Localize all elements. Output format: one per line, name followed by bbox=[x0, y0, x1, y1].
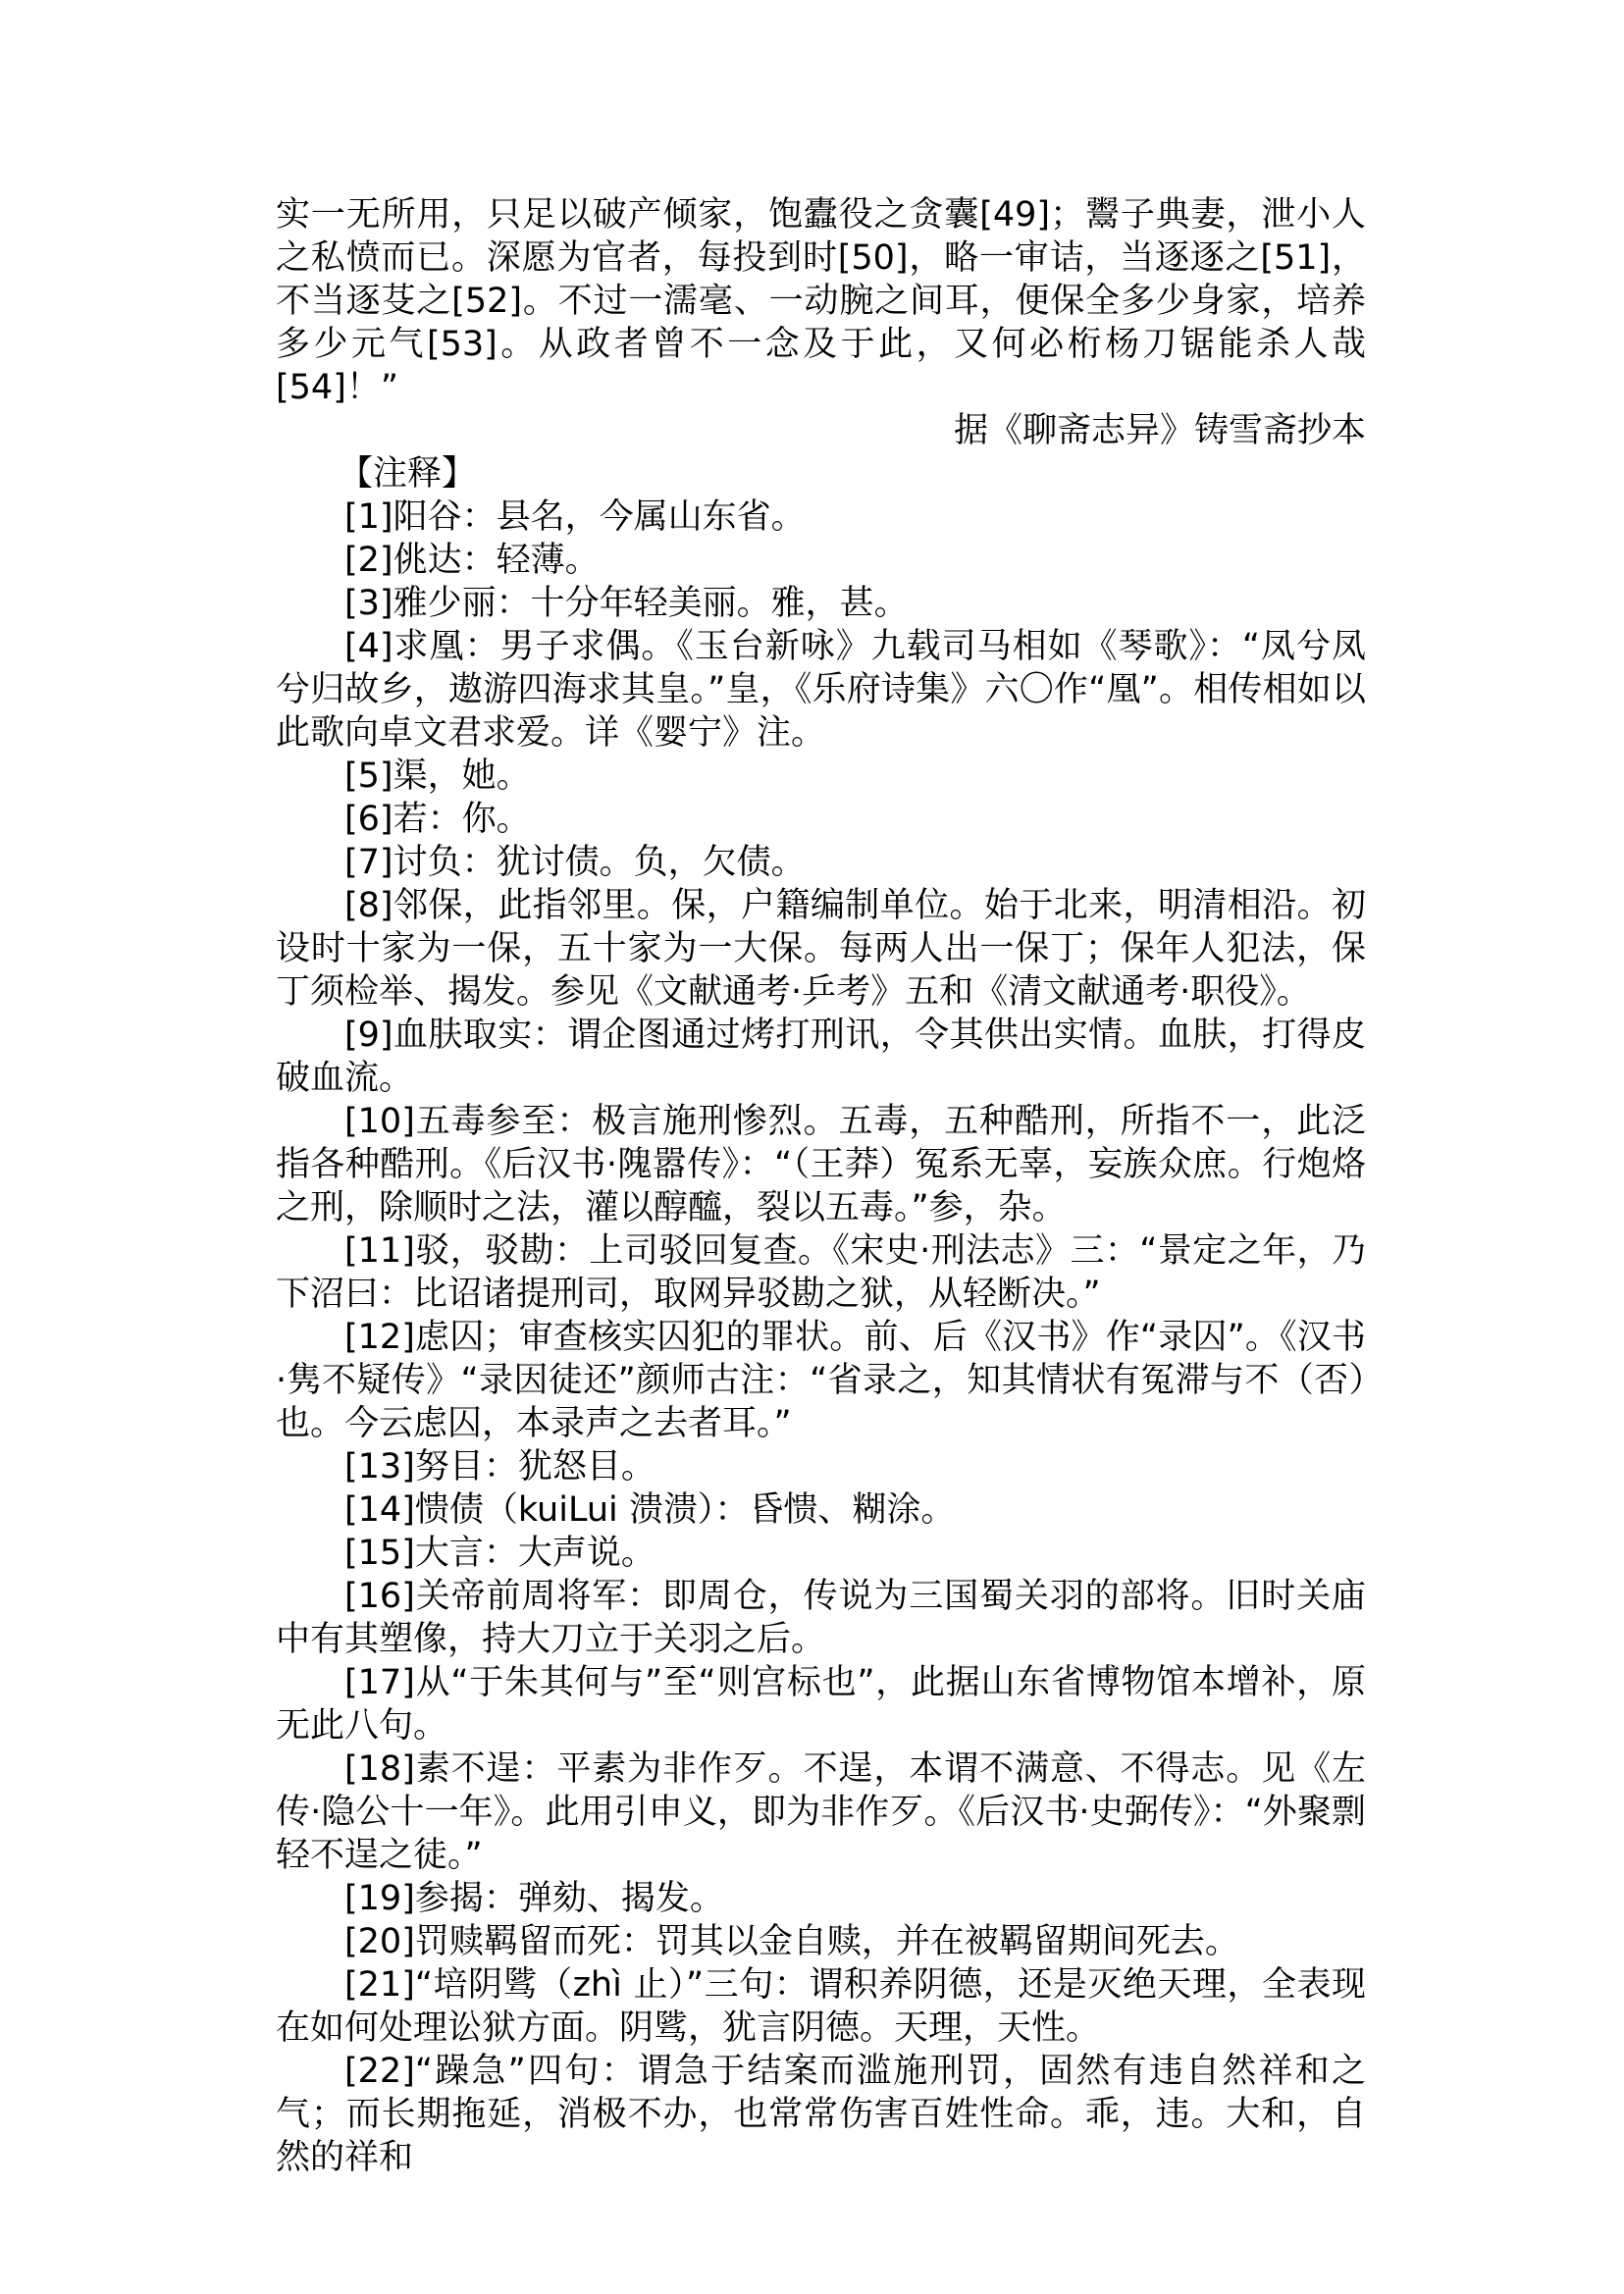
note-3: [3]雅少丽：十分年轻美丽。雅，甚。 bbox=[344, 584, 909, 623]
note-14: [14]愦债（kuiLui 溃溃）：昏愦、糊涂。 bbox=[344, 1490, 956, 1530]
note-18: [18]素不逞：平素为非作歹。不逞，本谓不满意、不得志。见《左传·隐公十一年》。此用引申义，即为非作歹。《后汉书·史弼传》：“外聚剽轻不逞之徒。” bbox=[276, 1749, 1366, 1875]
note-7: [7]讨负：犹讨债。负，欠债。 bbox=[344, 843, 806, 882]
note-8: [8]邻保，此指邻里。保，户籍编制单位。始于北来，明清相沿。初设时十家为一保，五十家为一大保。每两人出一保丁；保年人犯法，保丁须检举、揭发。参见《文献通考·乒考》五和《清文献通考·职役》。 bbox=[276, 886, 1366, 1012]
note-11: [11]驳，驳勘：上司驳回复查。《宋史·刑法志》三：“景定之年，乃下沼曰：比诏诸提刑司，取网异驳勘之狱，从轻断决。” bbox=[276, 1231, 1366, 1314]
note-21: [21]“培阴骘（zhì 止）”三句：谓积养阴德，还是灭绝天理，全表现在如何处理讼狱方面。阴骘，犹言阴德。天理，天性。 bbox=[276, 1965, 1366, 2048]
document-page bbox=[276, 193, 1366, 2179]
note-1: [1]阳谷：县名，今属山东省。 bbox=[344, 497, 806, 537]
source-citation: 据《聊斋志异》铸雪斋抄本 bbox=[953, 411, 1366, 450]
note-19: [19]参揭：弹劾、揭发。 bbox=[344, 1879, 724, 1918]
note-2: [2]佻达：轻薄。 bbox=[344, 541, 600, 580]
note-6: [6]若：你。 bbox=[344, 800, 531, 839]
notes-list bbox=[276, 495, 1366, 2179]
note-17: [17]从“于朱其何与”至“则宫标也”，此据山东省博物馆本增补，原无此八句。 bbox=[276, 1663, 1366, 1746]
note-9: [9]血肤取实：谓企图通过烤打刑讯，令其供出实情。血肤，打得皮破血流。 bbox=[276, 1016, 1366, 1098]
note-13: [13]努目：犹怒目。 bbox=[344, 1447, 655, 1486]
notes-heading: 【注释】 bbox=[339, 454, 477, 494]
note-20: [20]罚赎羁留而死：罚其以金自赎，并在被羁留期间死去。 bbox=[344, 1922, 1239, 1961]
note-4: [4]求凰：男子求偶。《玉台新咏》九载司马相如《琴歌》：“凤兮凤兮归故乡，遨游四海求其皇。”皇，《乐府诗集》六〇作“凰”。相传相如以此歌向卓文君求爱。详《婴宁》注。 bbox=[276, 627, 1366, 753]
note-16: [16]关帝前周将军：即周仓，传说为三国蜀关羽的部将。旧时关庙中有其塑像，持大刀立于关羽之后。 bbox=[276, 1577, 1366, 1659]
note-15: [15]大言：大声说。 bbox=[344, 1534, 655, 1573]
note-5: [5]渠，她。 bbox=[344, 756, 531, 796]
note-12: [12]虑囚；审查核实囚犯的罪状。前、后《汉书》作“录囚”。《汉书·隽不疑传》“录因徒还”颜师古注：“省录之，知其情状有冤滞与不（否）也。今云虑囚，本录声之去者耳。” bbox=[276, 1318, 1366, 1443]
note-10: [10]五毒参至：极言施刑惨烈。五毒，五种酷刑，所指不一，此泛指各种酷刑。《后汉书·隗嚣传》：“（王莽）冤系无辜，妄族众庶。行炮烙之刑，除顺时之法，灌以醇醯，裂以五毒。”参，杂。 bbox=[276, 1102, 1366, 1227]
note-22: [22]“躁急”四句：谓急于结案而滥施刑罚，固然有违自然祥和之气；而长期拖延，消极不办，也常常伤害百姓性命。乖，违。大和，自然的祥和 bbox=[276, 2052, 1366, 2177]
main-text-paragraph: 实一无所用，只足以破产倾家，饱蠹役之贪囊[49]；鬻子典妻，泄小人之私愤而已。深愿为官者，每投到时[50]，略一审诘，当逐逐之[51]，不当逐芟之[52]。不过一濡毫、一动腕之间耳，便保全多少身家，培养多少元气[53]。从政者曾不一念及于此，又何必桁杨刀锯能杀人哉[54]！” bbox=[276, 195, 1366, 407]
